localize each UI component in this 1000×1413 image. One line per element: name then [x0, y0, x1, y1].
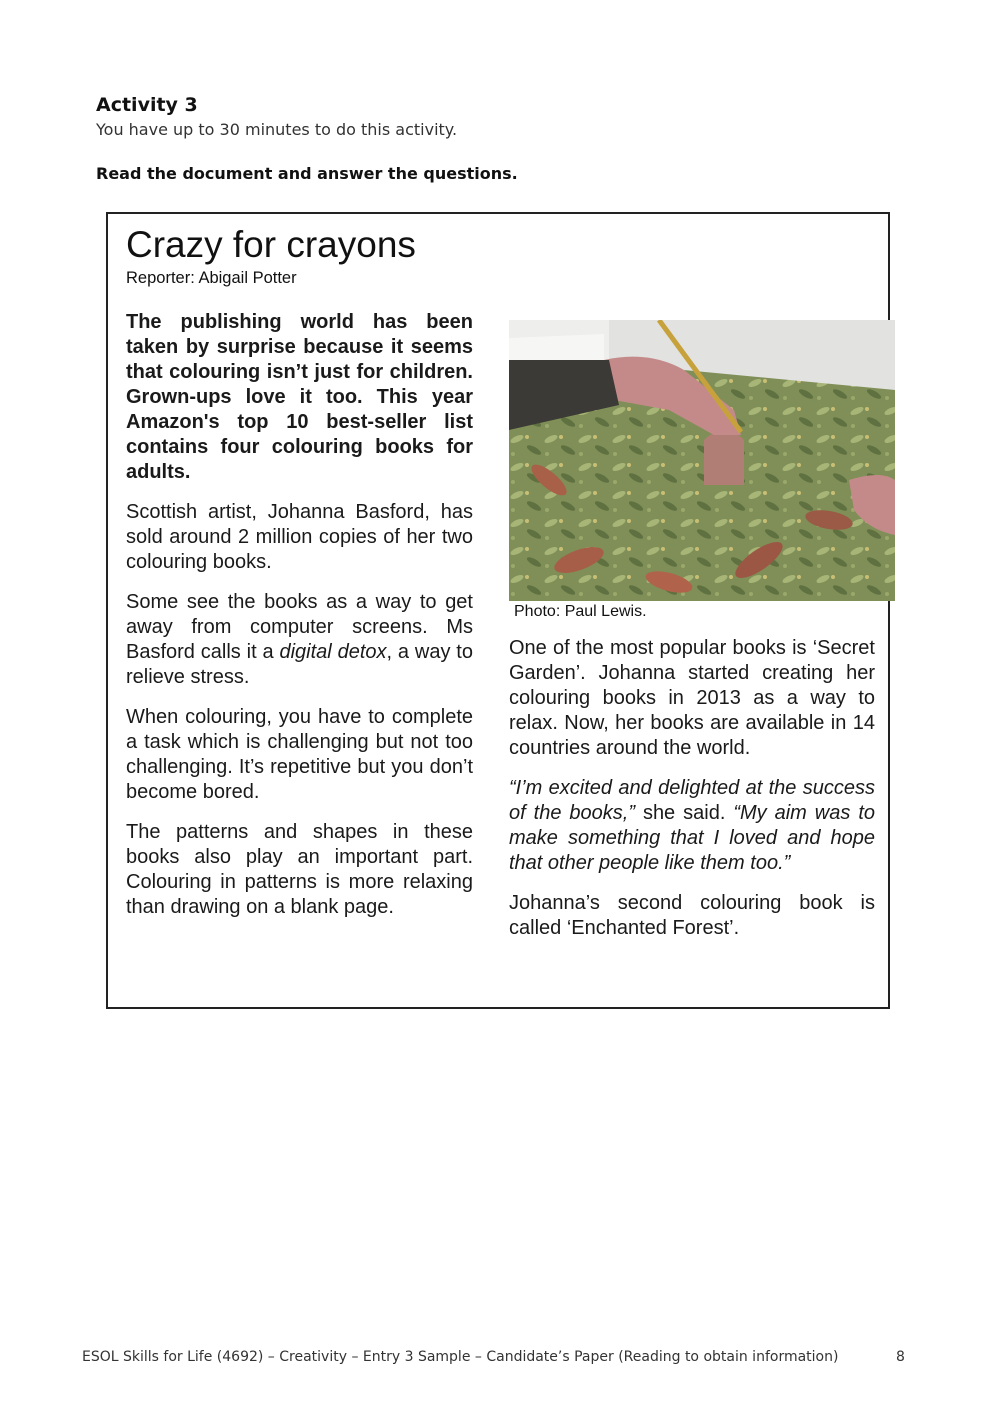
- article-paragraph: When colouring, you have to complete a task which is challenging but not too challenging. It’s repetitive but you don’t become bored.: [126, 706, 473, 803]
- article-paragraph: Johanna’s second colouring book is called ‘Enchanted Forest’.: [509, 892, 875, 939]
- article-paragraph: Scottish artist, Johanna Basford, has sold around 2 million copies of her two colouring books.: [126, 501, 473, 573]
- quote-text: “I’m excited and delighted at the success of the books,”: [509, 777, 875, 824]
- article-paragraph: [126, 590, 473, 690]
- photo-caption: Photo: Paul Lewis.: [514, 603, 647, 620]
- quote-paragraph: [509, 776, 875, 876]
- quote-attribution: she said.: [634, 802, 734, 824]
- paragraph-text: Some see the books as a way to get away from computer screens. Ms Basford calls it a: [126, 591, 473, 663]
- activity-heading: Activity 3: [96, 94, 198, 116]
- time-limit-note: You have up to 30 minutes to do this activity.: [96, 120, 458, 139]
- footer-text: ESOL Skills for Life (4692) – Creativity – Entry 3 Sample – Candidate’s Paper (Reading to obtain information): [82, 1349, 839, 1365]
- page-number: 8: [896, 1349, 905, 1365]
- article-lead-paragraph: The publishing world has been taken by surprise because it seems that colouring isn’t just for children. Grown-ups love it too. This year Amazon's top 10 best-seller list contains four colouring books for adults.: [126, 311, 473, 483]
- article-reporter: Reporter: Abigail Potter: [126, 269, 297, 287]
- instruction-text: Read the document and answer the questions.: [96, 164, 518, 183]
- colouring-book-photo: [509, 320, 895, 601]
- article-paragraph: One of the most popular books is ‘Secret Garden’. Johanna started creating her colouring books in 2013 as a way to relax. Now, her books are available in 14 countries around the world.: [509, 637, 875, 759]
- article-right-column: [509, 636, 875, 956]
- photo-illustration: [509, 320, 895, 601]
- article-title: Crazy for crayons: [126, 224, 416, 265]
- article-left-column: [126, 310, 473, 935]
- quote-text: “My aim was to make something that I loved and hope that other people like them too.”: [509, 802, 875, 874]
- article-box: [106, 212, 890, 1009]
- digital-detox-term: digital detox: [279, 641, 387, 663]
- paragraph-text: , a way to relieve stress.: [126, 641, 473, 688]
- article-paragraph: The patterns and shapes in these books also play an important part. Colouring in patterns is more relaxing than drawing on a blank page.: [126, 821, 473, 918]
